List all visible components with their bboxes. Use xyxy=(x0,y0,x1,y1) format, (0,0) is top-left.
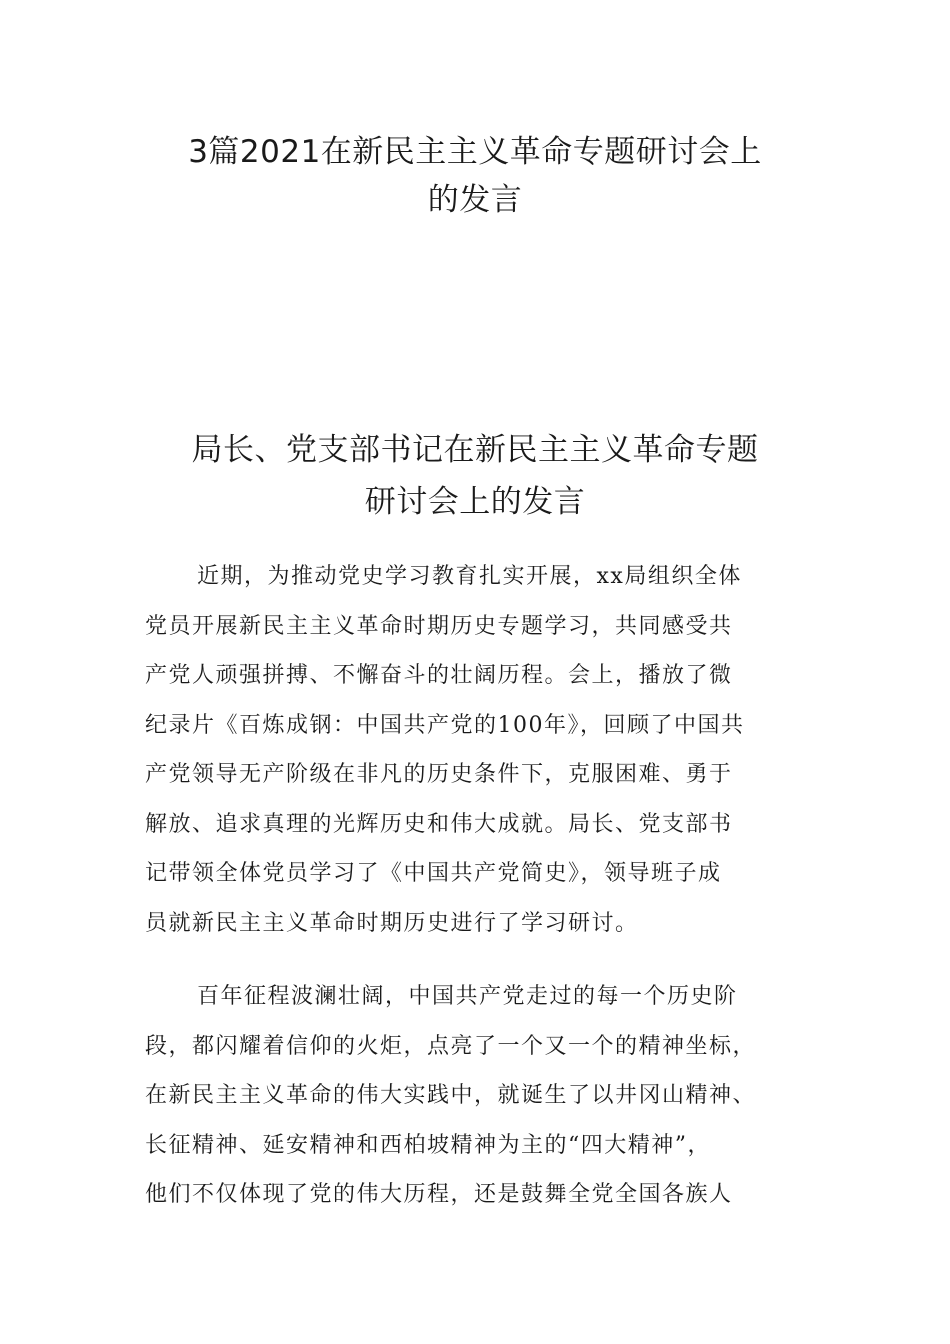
section-title xyxy=(150,424,800,528)
body-paragraph-1 xyxy=(145,552,805,948)
section-title-line-2: 研讨会上的发言 xyxy=(364,484,586,520)
document-title-line-2: 的发言 xyxy=(427,182,523,218)
document-title-line-1: 3篇2021在新民主主义革命专题研讨会上 xyxy=(188,134,762,170)
paragraph-line: 他们不仅体现了党的伟大历程，还是鼓舞全党全国各族人 xyxy=(145,1182,733,1207)
paragraph-line: 近期，为推动党史学习教育扎实开展，xx局组织全体 xyxy=(197,564,742,589)
paragraph-line: 党员开展新民主主义革命时期历史专题学习，共同感受共 xyxy=(145,613,733,639)
paragraph-line: 段，都闪耀着信仰的火炬，点亮了一个又一个的精神坐标， xyxy=(145,1033,757,1059)
paragraph-line: 产党领导无产阶级在非凡的历史条件下，克服困难、勇于 xyxy=(145,762,733,787)
paragraph-line: 员就新民主主义革命时期历史进行了学习研讨。 xyxy=(145,910,639,936)
section-title-line-1: 局长、党支部书记在新民主主义革命专题 xyxy=(191,432,759,468)
body-paragraph-2 xyxy=(145,972,805,1220)
paragraph-line: 记带领全体党员学习了《中国共产党简史》，领导班子成 xyxy=(145,861,722,886)
paragraph-line: 解放、追求真理的光辉历史和伟大成就。局长、党支部书 xyxy=(145,811,733,837)
paragraph-line: 百年征程波澜壮阔，中国共产党走过的每一个历史阶 xyxy=(197,984,738,1009)
paragraph-line: 在新民主主义革命的伟大实践中，就诞生了以井冈山精神、 xyxy=(145,1083,757,1108)
document-title xyxy=(150,128,800,224)
paragraph-line: 长征精神、延安精神和西柏坡精神为主的“四大精神”， xyxy=(145,1132,711,1158)
paragraph-line: 纪录片《百炼成钢：中国共产党的100年》，回顾了中国共 xyxy=(145,712,745,738)
paragraph-line: 产党人顽强拼搏、不懈奋斗的壮阔历程。会上，播放了微 xyxy=(145,663,733,688)
